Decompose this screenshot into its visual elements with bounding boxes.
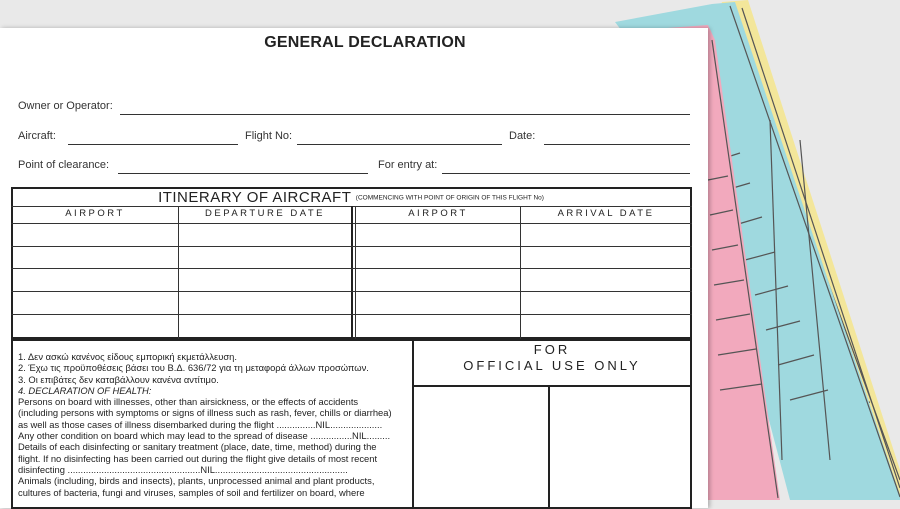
aircraft-field[interactable] [68, 144, 238, 145]
section-divider [412, 339, 414, 509]
itinerary-title-text: ITINERARY OF AIRCRAFT [158, 189, 352, 206]
itinerary-subtitle: (COMMENCING WITH POINT OF ORIGIN OF THIS FLIGHT No) [355, 194, 544, 202]
health-declaration [18, 351, 410, 498]
column-header-airport: AIRPORT [408, 208, 468, 219]
column-divider [351, 206, 353, 339]
health-line: as well as those cases of illness disembarked during the flight ...............NIL.................... [18, 418, 383, 430]
table-row-divider [11, 268, 692, 269]
health-line: 2. Έχω τις προϋποθέσεις βάσει του Β.Δ. 636/72 για τη μεταφορά άλλων προσώπων. [18, 362, 369, 374]
health-line: disinfecting ...................................................NIL................................................... [18, 463, 348, 475]
column-divider [355, 206, 356, 339]
owner-label: Owner or Operator: [18, 100, 113, 112]
health-line: 1. Δεν ασκώ κανένος είδους εμπορική εκμετάλλευση. [18, 351, 237, 362]
health-line: 3. Οι επιβάτες δεν καταβάλλουν κανένα αντίτιμο. [18, 373, 219, 385]
health-line: Animals (including, birds and insects), plants, unprocessed animal and plant products, [18, 475, 375, 487]
official-column-divider [548, 385, 550, 509]
official-use-header [415, 342, 689, 374]
aircraft-label: Aircraft: [18, 130, 56, 142]
column-header-arrival-date: ARRIVAL DATE [557, 208, 655, 219]
column-divider [178, 206, 179, 339]
column-divider [520, 206, 521, 339]
entry-field[interactable] [442, 173, 690, 174]
health-line: Details of each disinfecting or sanitary treatment (place, date, time, method) during the [18, 441, 377, 453]
table-row-divider [11, 291, 692, 292]
itinerary-title [12, 189, 690, 206]
health-line: Any other condition on board which may lead to the spread of disease ................NIL......... [18, 430, 391, 442]
flight-label: Flight No: [245, 130, 293, 142]
official-line-use-only: OFFICIAL USE ONLY [463, 358, 641, 373]
date-field[interactable] [544, 144, 690, 145]
entry-label: For entry at: [378, 159, 438, 171]
form-title: GENERAL DECLARATION [264, 34, 466, 51]
clearance-field[interactable] [118, 173, 368, 174]
health-line: cultures of bacteria, fungi and viruses, samples of soil and fertilizer on board, where [18, 486, 365, 498]
table-row-divider [11, 246, 692, 247]
flight-field[interactable] [297, 144, 502, 145]
health-line: Persons on board with illnesses, other than airsickness, or the effects of accidents [18, 396, 359, 408]
owner-field[interactable] [120, 114, 690, 115]
clearance-label: Point of clearance: [18, 159, 110, 171]
health-heading: 4. DECLARATION OF HEALTH: [18, 384, 152, 396]
official-header-divider [412, 385, 691, 387]
table-row-divider [11, 314, 692, 315]
health-line: flight. If no disinfecting has been carried out during the flight give details of most recent [18, 452, 378, 464]
official-line-for: FOR [533, 342, 571, 357]
column-header-departure-date: DEPARTURE DATE [205, 208, 325, 219]
column-header-airport: AIRPORT [65, 208, 125, 219]
date-label: Date: [509, 130, 536, 142]
health-line: (including persons with symptoms or signs of illness such as rash, fever, chills or diarrhea) [18, 407, 392, 419]
